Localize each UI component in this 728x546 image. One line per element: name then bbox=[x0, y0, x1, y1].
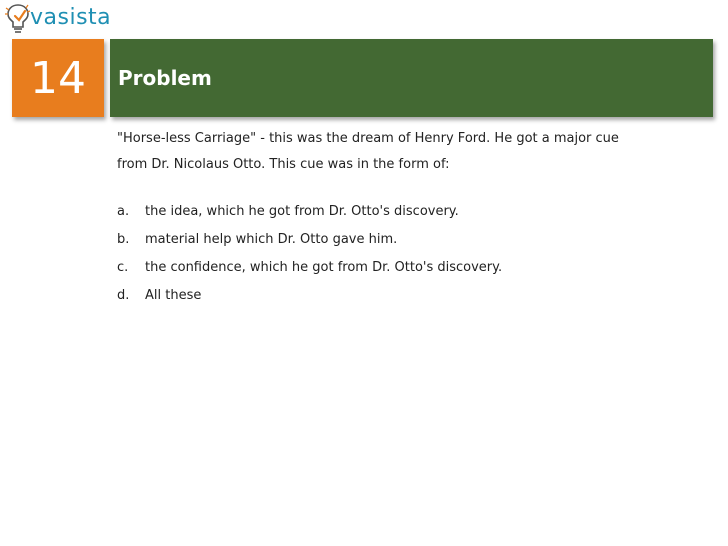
question-line-2: from Dr. Nicolaus Otto. This cue was in the form of: bbox=[117, 157, 450, 172]
option-text: All these bbox=[145, 288, 202, 303]
option-a bbox=[117, 198, 712, 226]
slide-number: 14 bbox=[12, 39, 104, 117]
option-letter: b. bbox=[117, 232, 130, 247]
brand-name: vasista bbox=[30, 4, 112, 30]
option-c bbox=[117, 254, 712, 282]
slide-title-bar bbox=[110, 39, 713, 117]
question-line-1: "Horse-less Carriage" - this was the dream of Henry Ford. He got a major cue bbox=[117, 131, 619, 146]
option-b bbox=[117, 226, 712, 254]
option-letter: d. bbox=[117, 288, 130, 303]
slide-title: Problem bbox=[118, 66, 212, 90]
brand-logo bbox=[4, 2, 111, 36]
option-letter: c. bbox=[117, 260, 129, 275]
bulb-pencil-icon bbox=[4, 2, 32, 36]
option-letter: a. bbox=[117, 204, 130, 219]
option-text: the idea, which he got from Dr. Otto's discovery. bbox=[145, 204, 459, 219]
question-content bbox=[117, 126, 712, 310]
option-text: material help which Dr. Otto gave him. bbox=[145, 232, 398, 247]
option-d bbox=[117, 282, 712, 310]
option-text: the confidence, which he got from Dr. Otto's discovery. bbox=[145, 260, 503, 275]
